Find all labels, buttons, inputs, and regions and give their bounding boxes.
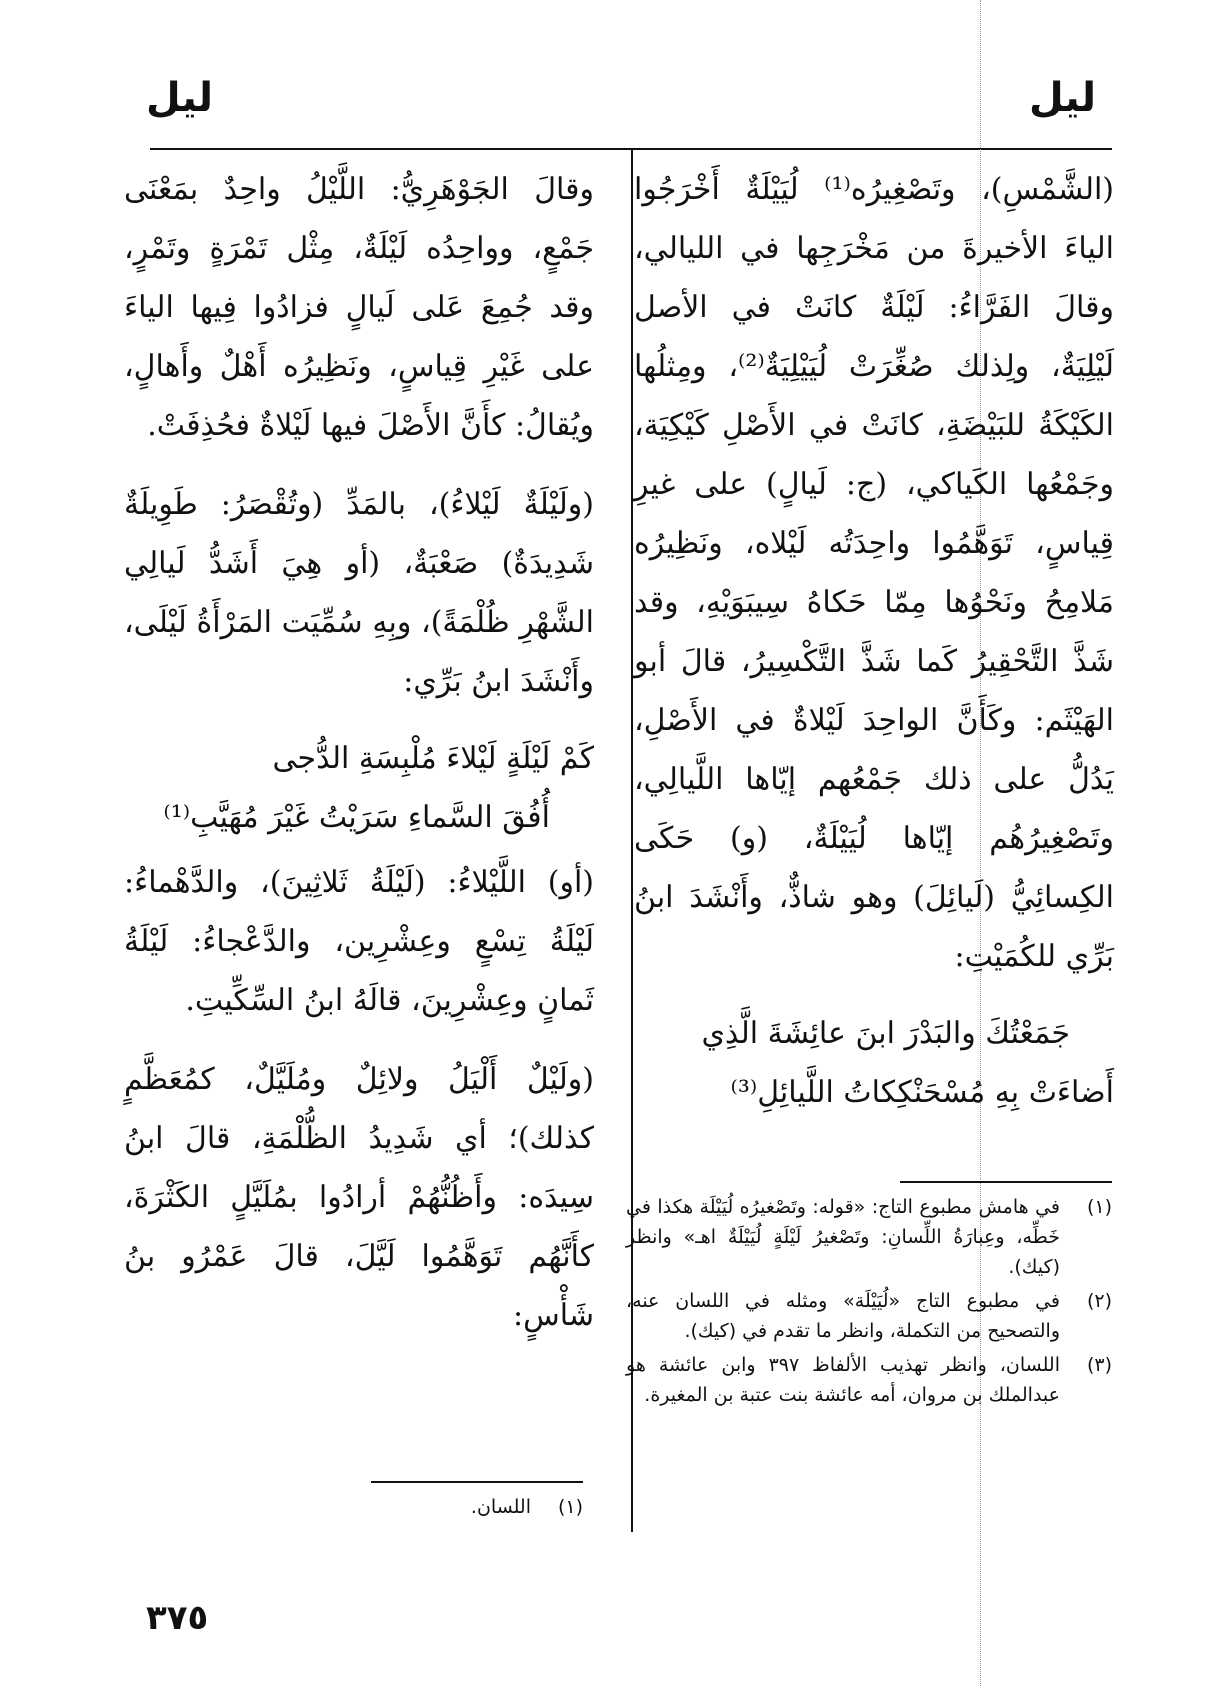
left-verse-line-2: أُفُقَ السَّماءِ سَرَيْتُ غَيْرَ مُهَيَّبِ⁽¹⁾ xyxy=(163,800,550,835)
footnote-number: (١) xyxy=(557,1496,583,1518)
footnote-number: (١) xyxy=(1086,1196,1112,1218)
left-paragraph-4: (ولَيْلٌ أَلْيَلُ ولائِلٌ ومُلَيَّلٌ، كمُعَظَّمٍ كذلك)؛ أي شَدِيدُ الظُّلْمَةِ، قالَ ابنُ سِيدَه: وأَظُنُّهُمْ أرادُوا بمُلَيَّلٍ الكَثْرَةَ، كأَنَّهُم تَوَهَّمُوا لَيَّلَ، قالَ عَمْرُو بنُ شَأْسٍ: xyxy=(124,1062,594,1333)
footnote-number: (٣) xyxy=(1086,1354,1112,1376)
left-footnote-rule xyxy=(371,1481,583,1483)
page-number: ٣٧٥ xyxy=(146,1598,209,1638)
right-verse-line-1: جَمَعْتُكَ والبَدْرَ ابنَ عائِشَةَ الَّذِي xyxy=(701,1016,1070,1051)
right-paragraph-1: (الشَّمْسِ)، وتَصْغِيرُه⁽¹⁾ لُيَيْلَةٌ أَخْرَجُوا الياءَ الأخيرةَ من مَخْرَجِها في الليالي، وقالَ الفَرَّاءُ: لَيْلَةٌ كانَتْ في الأصل لَيْلِيَةٌ، ولِذلك صُغِّرَتْ لُيَيْلِيَةٌ⁽²⁾، ومِثلُها الكَيْكَةُ للبَيْضَةِ، كانَتْ في الأَصْلِ كَيْكِيَة، وجَمْعُها الكَياكي، (ج: لَيالٍ) على غيرِ قِياسٍ، تَوَهَّمُوا واحِدَتُه لَيْلاه، ونَظِيرُه مَلامِحُ ونَحْوُها مِمّا حَكاهُ سِيبَوَيْهِ، وقد شَذَّ التَّحْقِيرُ كَما شَذَّ التَّكْسِيرُ، قالَ أبو الهَيْثَم: وكَأَنَّ الواحِدَ لَيْلاةٌ في الأَصْلِ، يَدُلُّ على ذلك جَمْعُهم إيّاها اللَّيالِي، وتَصْغِيرُهُم إيّاها لُيَيْلَةٌ، (و) حَكَى الكِسائِيُّ (لَيائِلَ) وهو شاذٌّ، وأَنْشَدَ ابنُ بَرِّي للكُمَيْتِ: xyxy=(634,172,1114,974)
left-verse-line-1: كَمْ لَيْلَةٍ لَيْلاءَ مُلْبِسَةِ الدُّجى xyxy=(272,741,594,776)
left-footnotes xyxy=(163,1492,583,1526)
right-verse-line-2: أَضاءَتْ بِهِ مُسْحَنْكِكاتُ اللَّيائِلِ⁽³⁾ xyxy=(730,1075,1114,1110)
footnote-text: اللسان، وانظر تهذيب الألفاظ ٣٩٧ وابن عائشة هو عبدالملك بن مروان، أمه عائشة بنت عتبة بن المغيرة. xyxy=(626,1354,1060,1406)
right-footnotes xyxy=(626,1192,1112,1414)
left-paragraph-2: (ولَيْلَةٌ لَيْلاءُ)، بالمَدِّ (وتُقْصَرُ: طَوِيلَةٌ شَدِيدَةٌ) صَعْبَةٌ، (أو هِيَ أَشَدُّ لَيالِي الشَّهْرِ ظُلْمَةً)، وبِهِ سُمِّيَت المَرْأَةُ لَيْلَى، وأَنْشَدَ ابنُ بَرِّي: xyxy=(124,487,594,699)
footnote-text: في هامش مطبوع التاج: «قوله: وتَصْغيرُه لُيَيْلَة هكذا في خَطِّه، وعِبارَةُ اللِّسانِ: وتَصْغيرُ لَيْلَةٍ لُيَيْلَةٌ اهـ» وانظر (كيك). xyxy=(626,1196,1060,1278)
footnote-text: اللسان. xyxy=(470,1496,531,1518)
left-verse xyxy=(124,729,594,847)
left-paragraph-1: وقالَ الجَوْهَرِيُّ: اللَّيْلُ واحِدٌ بمَعْنَى جَمْعٍ، وواحِدُه لَيْلَةٌ، مِثْل تَمْرَةٍ وتَمْرٍ، وقد جُمِعَ عَلى لَيالٍ فزادُوا فِيها الياءَ على غَيْرِ قِياسٍ، ونَظِيرُه أَهْلٌ وأَهالٍ، ويُقالُ: كأَنَّ الأَصْلَ فيها لَيْلاةٌ فحُذِفَتْ. xyxy=(124,172,594,443)
right-footnote-rule xyxy=(900,1181,1112,1183)
footnote xyxy=(626,1350,1112,1410)
footnote xyxy=(163,1492,583,1522)
right-column xyxy=(634,160,1114,1128)
footnote-text: في مطبوع التاج «لُيَيْلَة» ومثله في اللسان عنه، والتصحيح من التكملة، وانظر ما تقدم في (كيك). xyxy=(626,1290,1060,1342)
running-head-right: ليل xyxy=(1028,75,1096,121)
left-paragraph-3: (أو) اللَّيْلاءُ: (لَيْلَةُ ثَلاثِينَ)، والدَّهْماءُ: لَيْلَةُ تِسْعٍ وعِشْرِين، والدَّعْجاءُ: لَيْلَةُ ثَمانٍ وعِشْرِينَ، قالَهُ ابنُ السِّكِّيتِ. xyxy=(124,865,594,1018)
footnote xyxy=(626,1192,1112,1282)
footnote xyxy=(626,1286,1112,1346)
right-verse xyxy=(634,1004,1114,1122)
left-column xyxy=(124,160,594,1345)
running-head-left: ليل xyxy=(146,75,214,121)
footnote-number: (٢) xyxy=(1086,1290,1112,1312)
